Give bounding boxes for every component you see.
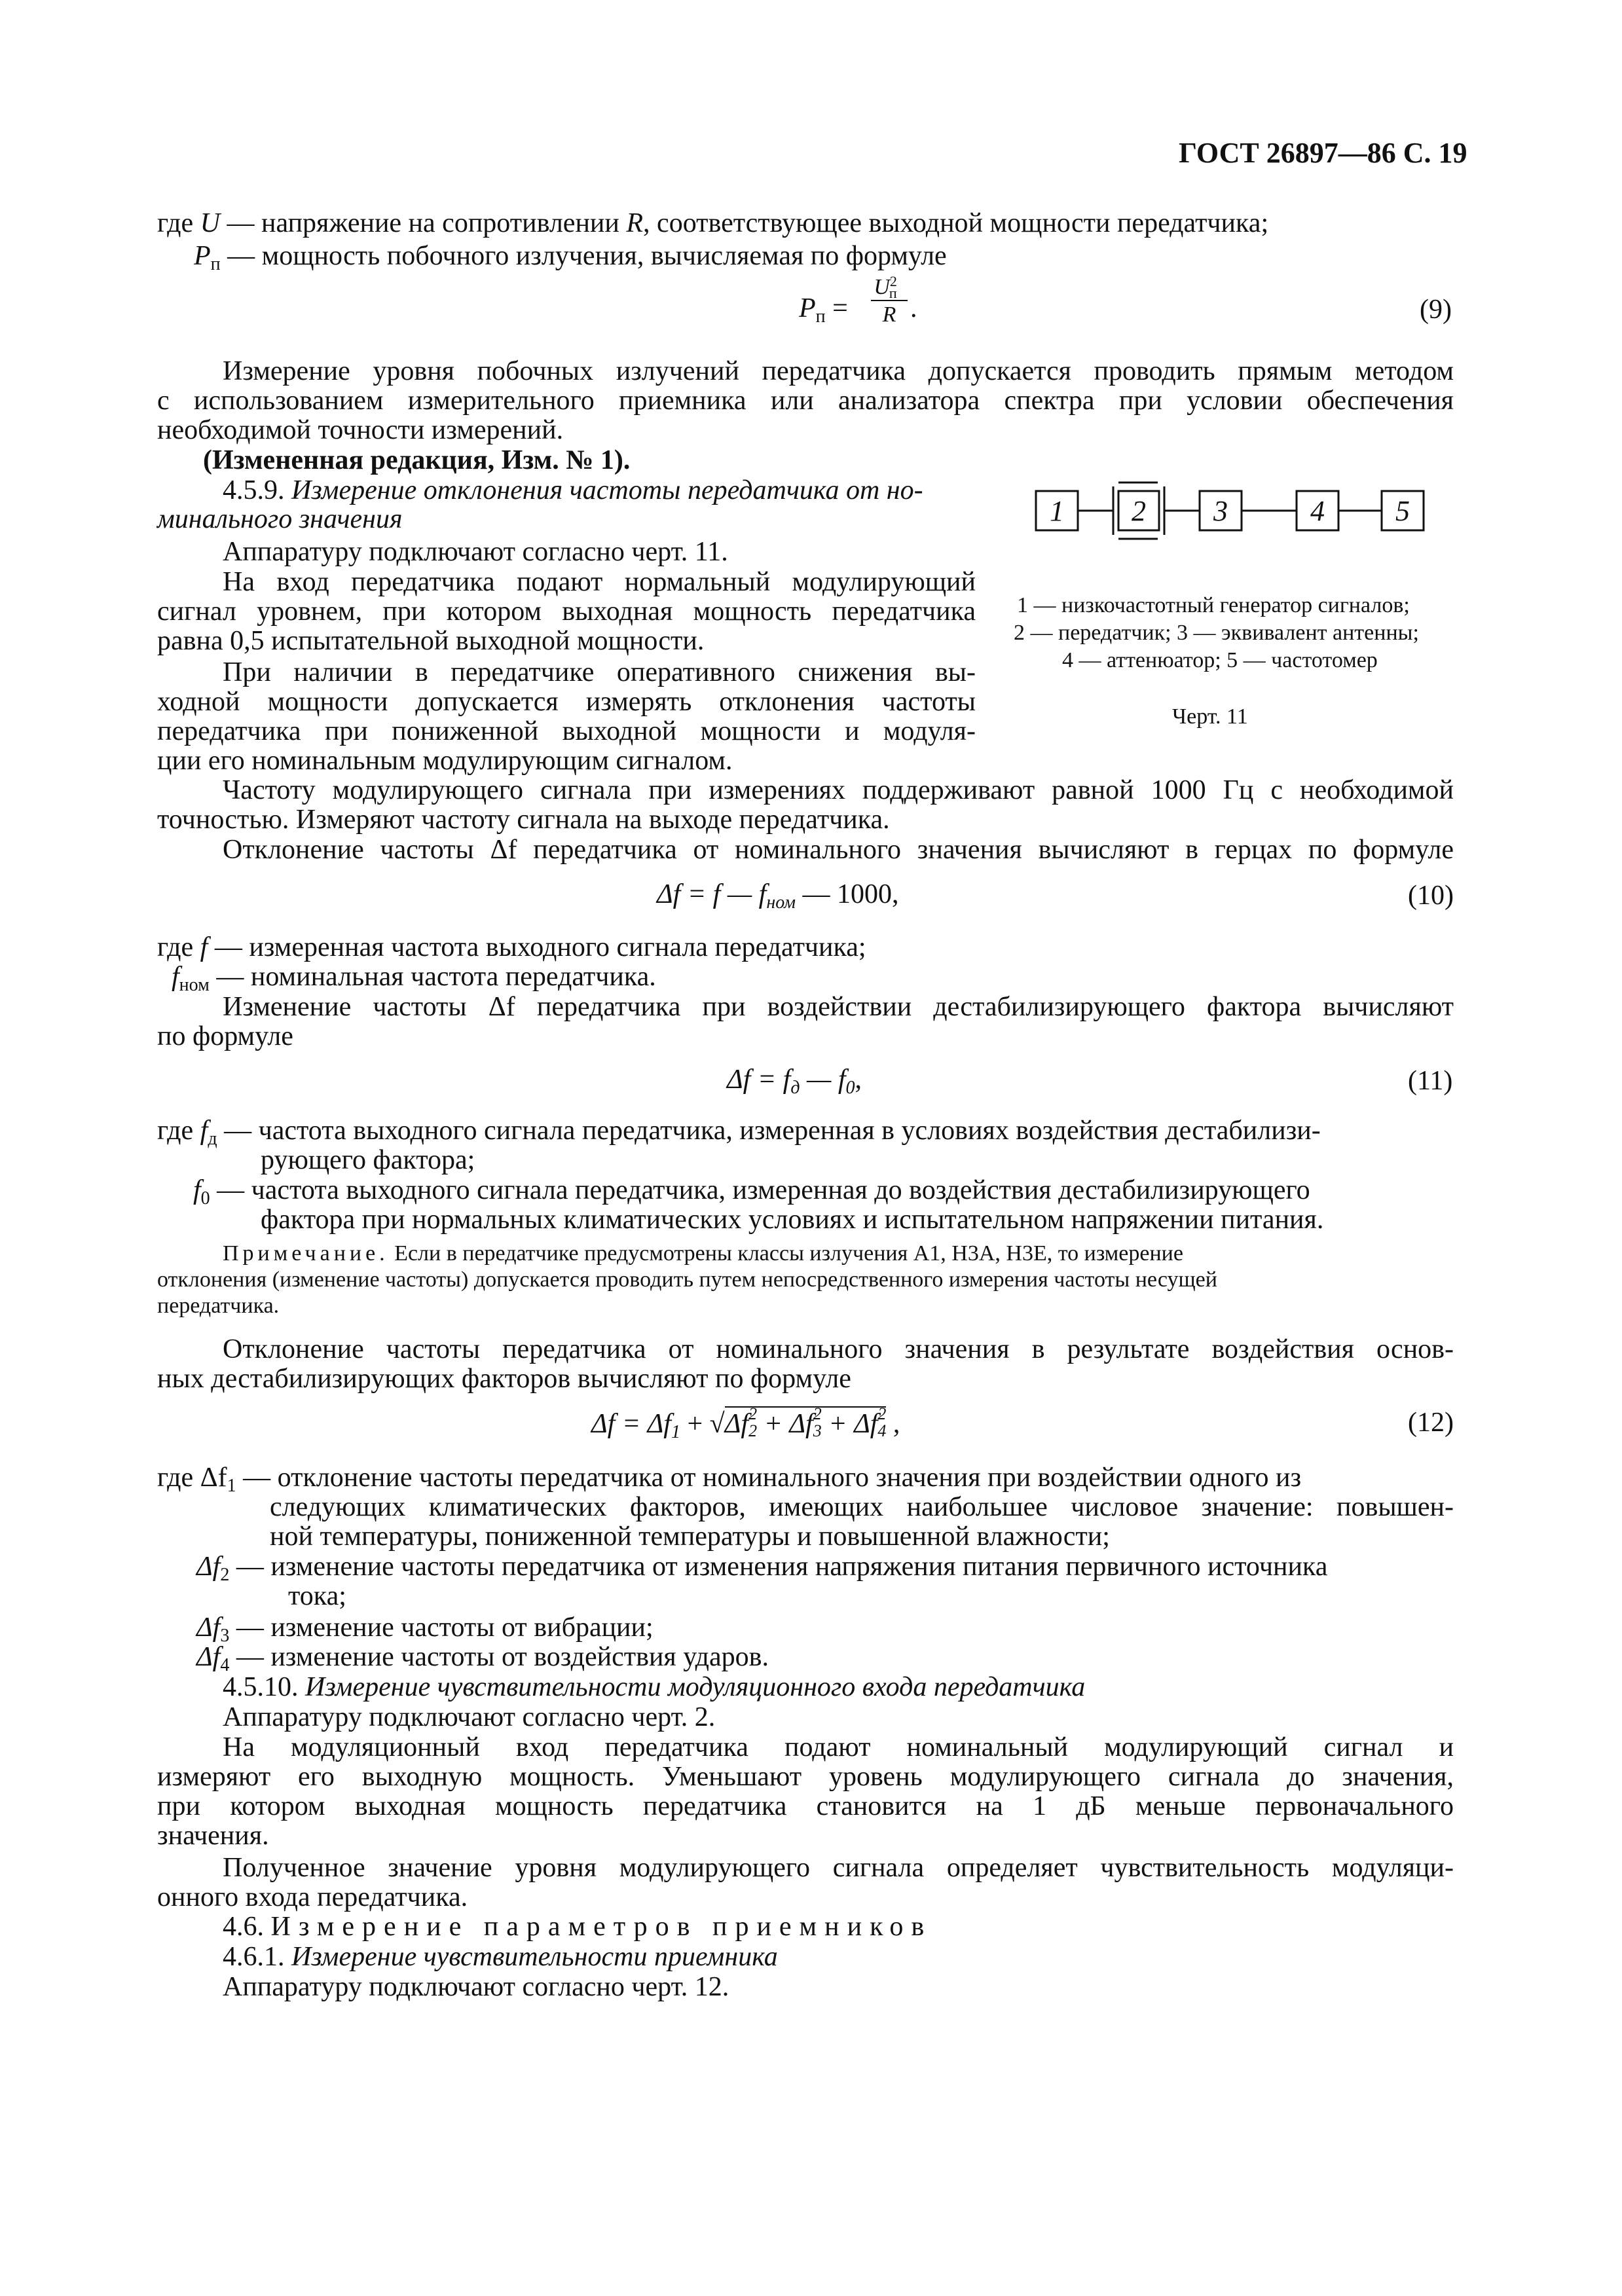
formula-12-number: (12) xyxy=(1408,1408,1454,1438)
paragraph-main-factors-1: Отклонение частоты передатчика от номинального значения в результате воздействия основ- xyxy=(223,1334,1454,1364)
where-f-line: где f — измеренная частота выходного сигнала передатчика; xyxy=(157,932,866,962)
paragraph-sensitivity-2: онного входа передатчика. xyxy=(157,1882,468,1912)
formula-9-fraction: $U^2п$ R xyxy=(871,276,908,326)
block-2-label: 2 xyxy=(1132,495,1146,527)
where-f0-line-cont: фактора при нормальных климатических условиях и испытательном напряжении питания. xyxy=(261,1205,1324,1235)
paragraph-frequency-2: точностью. Измеряют частоту сигнала на выходе передатчика. xyxy=(157,805,890,835)
paragraph-sensitivity-1: Полученное значение уровня модулирующего сигнала определяет чувствительность модуляци- xyxy=(223,1853,1454,1883)
formula-9-number: (9) xyxy=(1420,295,1452,325)
paragraph-input-1: На вход передатчика подают нормальный модулирующий xyxy=(223,567,976,597)
block-4-label: 4 xyxy=(1310,495,1325,527)
where-df1-cont-1: следующих климатических факторов, имеющих наибольшее числовое значение: повышен- xyxy=(270,1492,1454,1522)
figure-11-caption: Черт. 11 xyxy=(1172,704,1248,729)
block-1-label: 1 xyxy=(1050,495,1064,527)
paragraph-direct-method-2: с использованием измерительного приемника или анализатора спектра при условии обеспечения xyxy=(157,386,1454,416)
where-df1-line: где Δf1 — отклонение частоты передатчика от номинального значения при воздействии одного из xyxy=(157,1463,1302,1496)
where-df3-line: Δf3 — изменение частоты от вибрации; xyxy=(196,1613,654,1646)
paragraph-connect-12: Аппаратуру подключают согласно черт. 12. xyxy=(223,1972,729,2002)
paragraph-modulation-2: измеряют его выходную мощность. Уменьшают уровень модулирующего сигнала до значения, xyxy=(157,1762,1454,1792)
where-u-line: где U — напряжение на сопротивлении R, соответствующее выходной мощности передатчика; xyxy=(157,208,1269,238)
paragraph-frequency-1: Частоту модулирующего сигнала при измерениях поддерживают равной 1000 Гц с необходимой xyxy=(223,775,1454,805)
figure-11-legend-3: 4 — аттенюатор; 5 — частотомер xyxy=(1062,648,1378,672)
paragraph-connect-2: Аппаратуру подключают согласно черт. 2. xyxy=(223,1702,716,1732)
figure-11-legend-1: 1 — низкочастотный генератор сигналов; xyxy=(1017,593,1410,617)
section-4-6-1-title: 4.6.1. Измерение чувствительности приемника xyxy=(223,1942,778,1972)
section-4-6-title: 4.6. Измерение параметров приемников xyxy=(223,1912,932,1942)
where-fnom-line: fном — номинальная частота передатчика. xyxy=(172,962,656,995)
note-line-1: Примечание. Если в передатчике предусмотрены классы излучения А1, Н3А, Н3Е, то измерение xyxy=(223,1241,1183,1266)
paragraph-connect-11: Аппаратуру подключают согласно черт. 11. xyxy=(223,537,728,567)
formula-11: Δf = fд — f0, xyxy=(727,1065,862,1098)
paragraph-modulation-4: значения. xyxy=(157,1821,269,1851)
formula-10: Δf = f — fном — 1000, xyxy=(657,879,899,913)
formula-9-dot: . xyxy=(910,293,917,323)
where-df4-line: Δf4 — изменение частоты от воздействия ударов. xyxy=(196,1642,769,1675)
where-fd-line-cont: рующего фактора; xyxy=(261,1145,475,1175)
where-fd-line: где fд — частота выходного сигнала передатчика, измеренная в условиях воздействия дестабилизи- xyxy=(157,1116,1321,1149)
paragraph-direct-method-3: необходимой точности измерений. xyxy=(157,415,564,445)
figure-11-legend-2: 2 — передатчик; 3 — эквивалент антенны; xyxy=(1014,621,1419,645)
formula-10-number: (10) xyxy=(1408,881,1454,911)
note-line-2: отклонения (изменение частоты) допускается проводить путем непосредственного измерения частоты несущей xyxy=(157,1267,1217,1292)
formula-9: Pп = xyxy=(799,293,848,327)
block-3-label: 3 xyxy=(1213,495,1228,527)
where-f0-line: f0 — частота выходного сигнала передатчика, измеренная до воздействия дестабилизирующего xyxy=(193,1175,1310,1209)
paragraph-input-2: сигнал уровнем, при котором выходная мощность передатчика xyxy=(157,596,976,627)
paragraph-change-freq-2: по формуле xyxy=(157,1021,293,1051)
formula-11-number: (11) xyxy=(1408,1066,1453,1096)
paragraph-reduction-4: ции его номинальным модулирующим сигналом. xyxy=(157,746,733,776)
paragraph-deviation: Отклонение частоты Δf передатчика от номинального значения вычисляют в герцах по формуле xyxy=(223,835,1454,865)
paragraph-modulation-3: при котором выходная мощность передатчика становится на 1 дБ меньше первоначального xyxy=(157,1791,1454,1821)
note-line-3: передатчика. xyxy=(157,1294,280,1318)
figure-11-diagram xyxy=(1028,475,1454,547)
paragraph-modulation-1: На модуляционный вход передатчика подают номинальный модулирующий сигнал и xyxy=(223,1732,1454,1762)
paragraph-reduction-3: передатчика при пониженной выходной мощности и модуля- xyxy=(157,716,976,746)
section-4-5-9-title: 4.5.9. Измерение отклонения частоты передатчика от но- xyxy=(223,475,923,505)
paragraph-direct-method-1: Измерение уровня побочных излучений передатчика допускается проводить прямым методом xyxy=(223,356,1454,386)
where-df1-cont-2: ной температуры, пониженной температуры и повышенной влажности; xyxy=(270,1522,1110,1552)
paragraph-reduction-2: ходной мощности допускается измерять отклонения частоты xyxy=(157,687,976,717)
paragraph-main-factors-2: ных дестабилизирующих факторов вычисляют по формуле xyxy=(157,1364,851,1394)
section-4-5-10-title: 4.5.10. Измерение чувствительности модуляционного входа передатчика xyxy=(223,1672,1086,1702)
block-5-label: 5 xyxy=(1395,495,1410,527)
amendment-note: (Измененная редакция, Изм. № 1). xyxy=(203,445,631,475)
section-4-5-9-title-cont: минального значения xyxy=(157,504,403,534)
formula-12: Δf = Δf1 + √Δf 2 2 + Δf 2 3 + Δf 2 4 , xyxy=(591,1404,900,1442)
paragraph-input-3: равна 0,5 испытательной выходной мощности. xyxy=(157,626,705,656)
paragraph-reduction-1: При наличии в передатчике оперативного снижения вы- xyxy=(223,657,976,687)
where-df2-cont: тока; xyxy=(288,1581,346,1611)
where-pp-line: Pп — мощность побочного излучения, вычисляемая по формуле xyxy=(194,241,947,274)
page-header: ГОСТ 26897—86 С. 19 xyxy=(1179,137,1467,169)
where-df2-line: Δf2 — изменение частоты передатчика от изменения напряжения питания первичного источника xyxy=(196,1552,1328,1585)
paragraph-change-freq-1: Изменение частоты Δf передатчика при воздействии дестабилизирующего фактора вычисляют xyxy=(223,992,1454,1022)
